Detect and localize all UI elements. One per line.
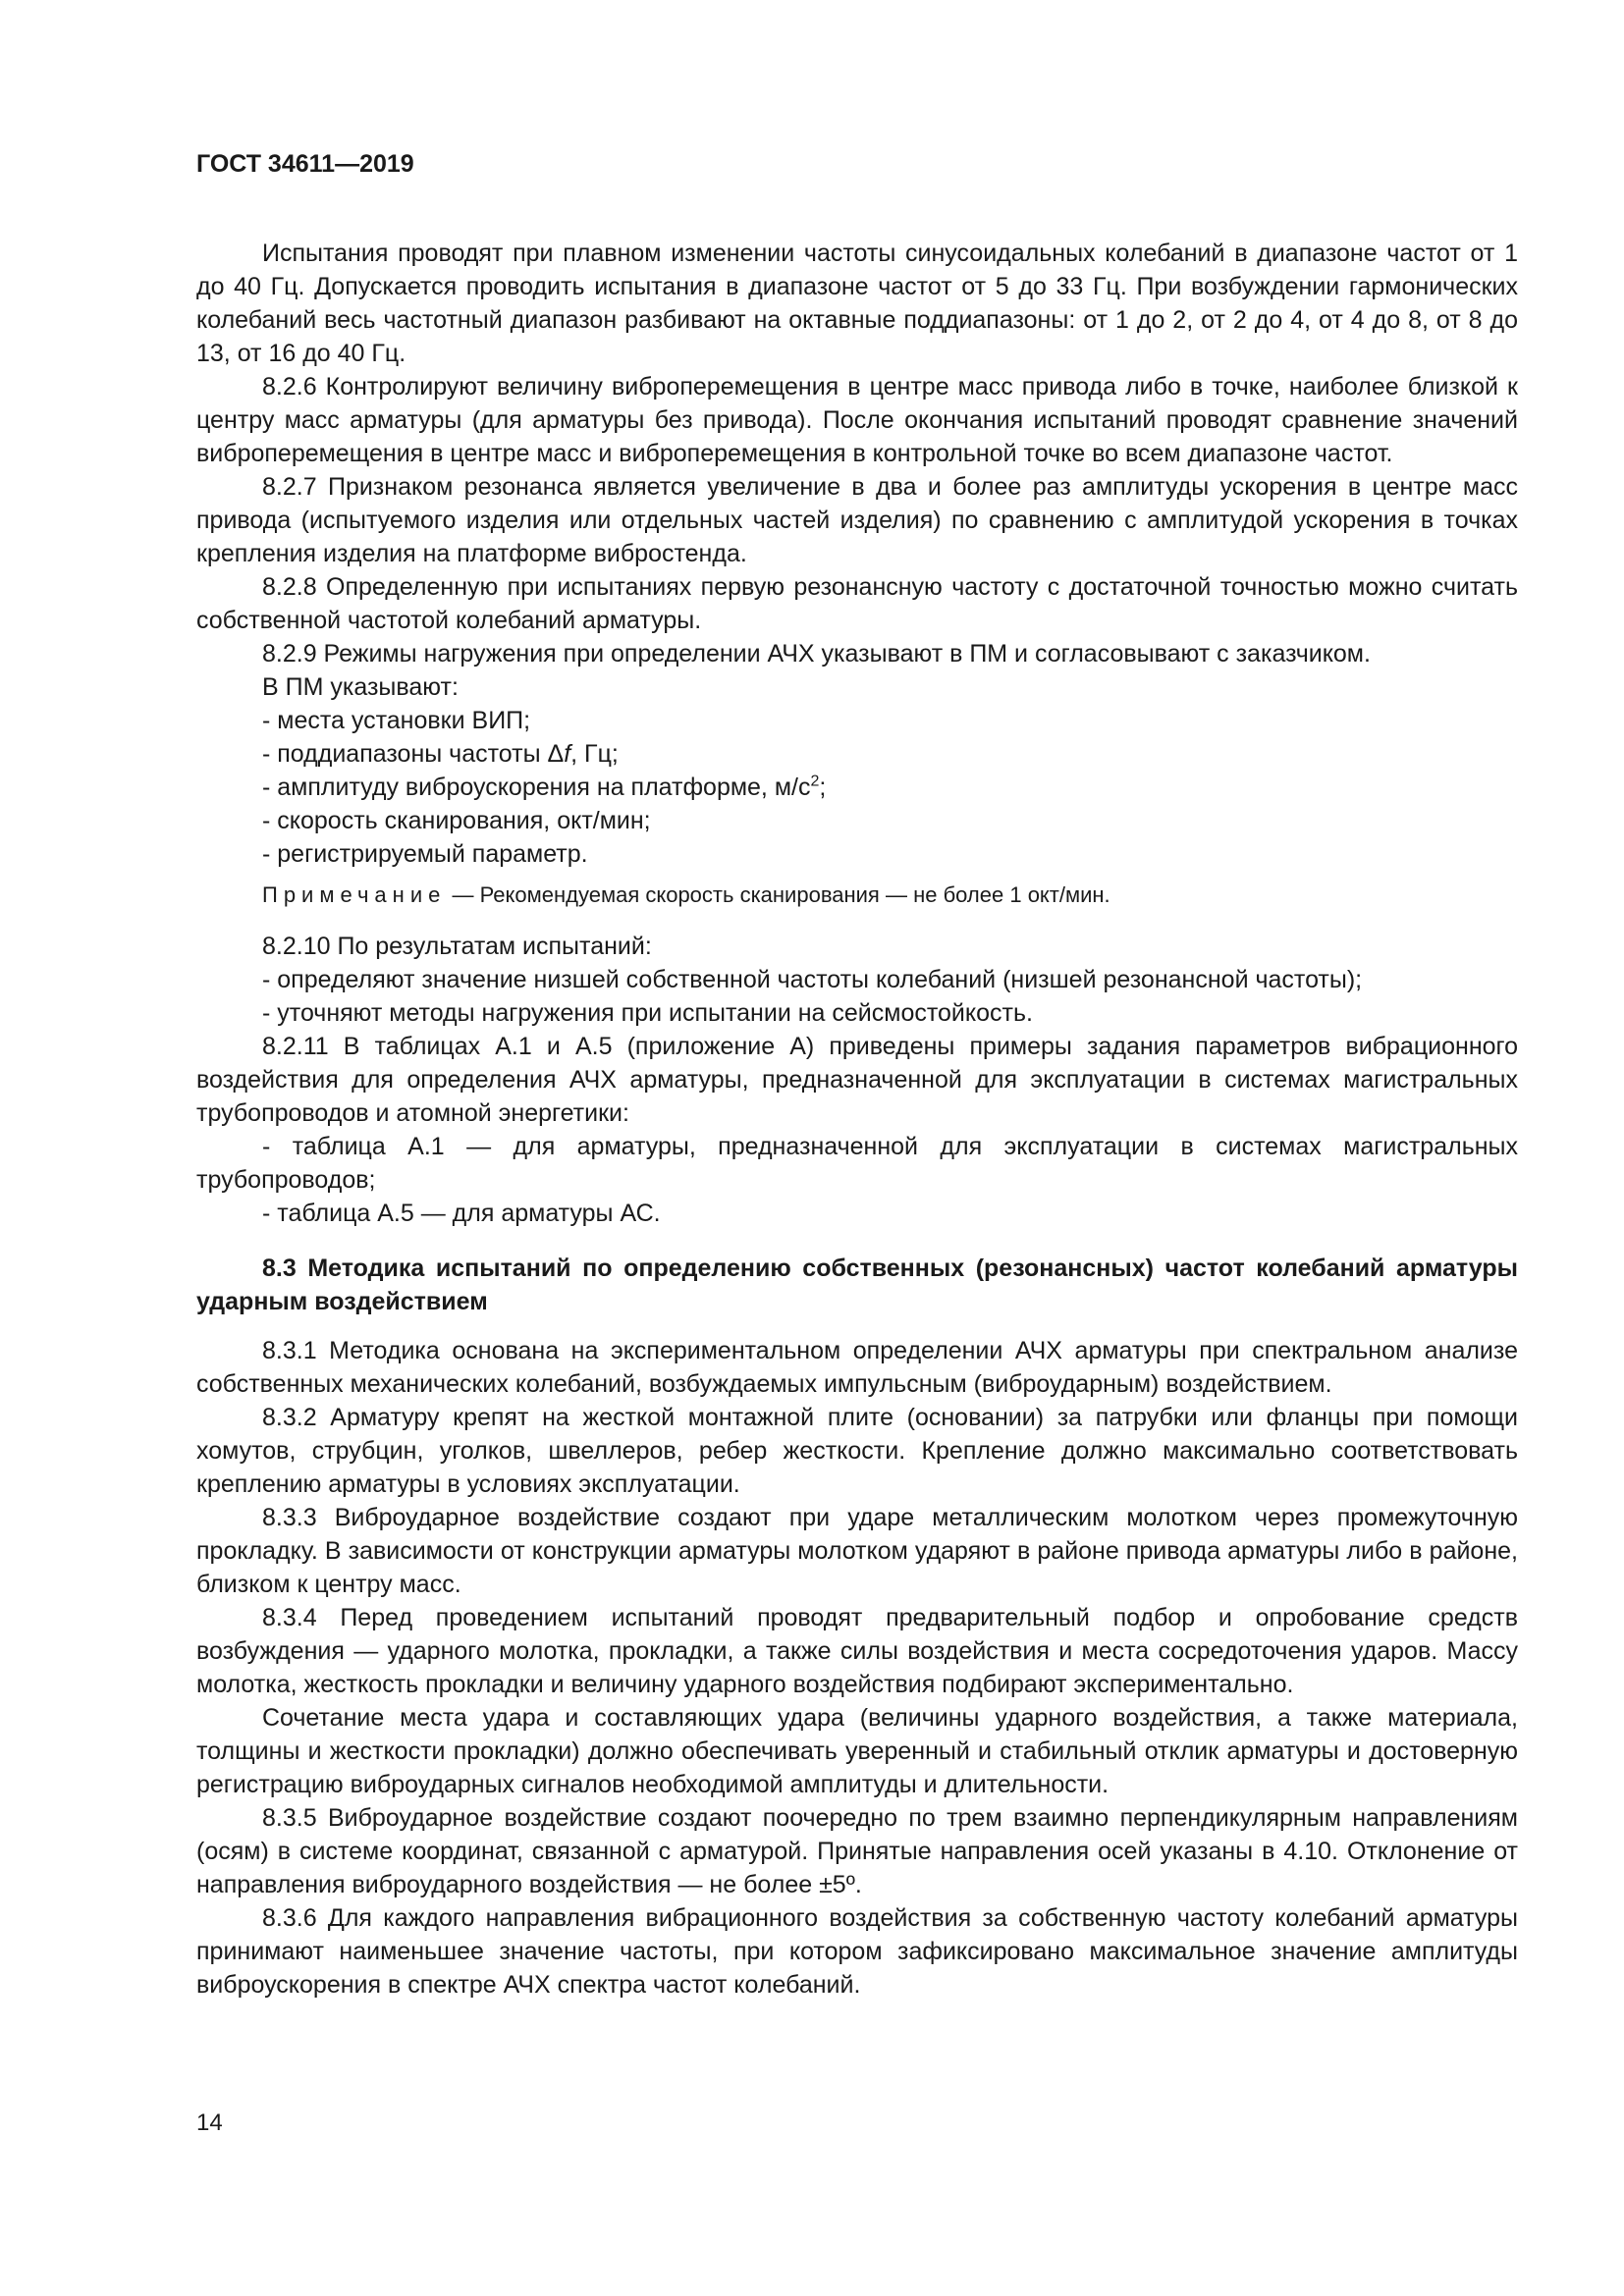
page-number: 14 — [196, 2109, 223, 2136]
paragraph-8-2-8: 8.2.8 Определенную при испытаниях первую резонансную частоту с достаточной точностью можно считать собственной частотой колебаний арматуры. — [196, 573, 1518, 634]
list-item: - определяют значение низшей собственной частоты колебаний (низшей резонансной частоты); — [262, 966, 1363, 993]
delta-symbol: Δ — [547, 740, 565, 768]
superscript: 2 — [810, 773, 820, 790]
pm-list-intro: В ПМ указывают: — [262, 673, 459, 701]
results-list — [196, 963, 1518, 1030]
paragraph-8-3-4: 8.3.4 Перед проведением испытаний проводят предварительный подбор и опробование средств возбуждения — ударного молотка, прокладки, а также силы воздействия и места сосредоточения ударов. Массу молотка, жесткость прокладки и величину ударного воздействия подбирают экспериментально. — [196, 1604, 1518, 1698]
paragraph-8-3-5: 8.3.5 Виброударное воздействие создают поочередно по трем взаимно перпендикулярным направлениям (осям) в системе координат, связанной с арматурой. Принятые направления осей указаны в 4.10. Отклонение от направления виброударного воздействия — не более ±5º. — [196, 1804, 1518, 1898]
paragraph-8-2-7: 8.2.7 Признаком резонанса является увеличение в два и более раз амплитуды ускорения в центре масс привода (испытуемого изделия или отдельных частей изделия) по сравнению с амплитудой ускорения в точках крепления изделия на платформе вибростенда. — [196, 473, 1518, 567]
pm-list — [196, 704, 1518, 871]
section-title-8-3: 8.3 Методика испытаний по определению собственных (резонансных) частот колебаний арматуры ударным воздействием — [196, 1255, 1518, 1315]
note-text: — Рекомендуемая скорость сканирования — не более 1 окт/мин. — [446, 882, 1110, 907]
standard-header: ГОСТ 34611—2019 — [196, 150, 414, 178]
paragraph-8-2-11: 8.2.11 В таблицах А.1 и А.5 (приложение А) приведены примеры задания параметров вибрационного воздействия для определения АЧХ арматуры, предназначенной для эксплуатации в системах магистральных трубопроводов и атомной энергетики: — [196, 1033, 1518, 1127]
list-item: - таблица А.1 — для арматуры, предназначенной для эксплуатации в системах магистральных трубопроводов; — [196, 1133, 1518, 1194]
list-item: - уточняют методы нагружения при испытании на сейсмостойкость. — [262, 999, 1033, 1027]
paragraph-8-2-6: 8.2.6 Контролируют величину виброперемещения в центре масс привода либо в точке, наиболее близкой к центру масс арматуры (для арматуры без привода). После окончания испытаний проводят сравнение значений виброперемещения в центре масс и виброперемещения в контрольной точке во всем диапазоне частот. — [196, 373, 1518, 467]
paragraph-combination: Сочетание места удара и составляющих удара (величины ударного воздействия, а также материала, толщины и жесткости прокладки) должно обеспечивать уверенный и стабильный отклик арматуры и достоверную регистрацию виброударных сигналов необходимой амплитуды и длительности. — [196, 1704, 1518, 1798]
paragraph-8-3-2: 8.3.2 Арматуру крепят на жесткой монтажной плите (основании) за патрубки или фланцы при помощи хомутов, струбцин, уголков, швеллеров, ребер жесткости. Крепление должно максимально соответствовать креплению арматуры в условиях эксплуатации. — [196, 1404, 1518, 1498]
list-item: - поддиапазоны частоты Δf, Гц; — [262, 740, 619, 768]
paragraph-8-2-9: 8.2.9 Режимы нагружения при определении АЧХ указывают в ПМ и согласовывают с заказчиком. — [262, 640, 1371, 667]
note-label: Примечание — [262, 882, 447, 907]
paragraph-8-3-6: 8.3.6 Для каждого направления вибрационного воздействия за собственную частоту колебаний арматуры принимают наименьшее значение частоты, при котором зафиксировано максимальное значение амплитуды виброускорения в спектре АЧХ спектра частот колебаний. — [196, 1904, 1518, 1999]
paragraph-intro: Испытания проводят при плавном изменении частоты синусоидальных колебаний в диапазоне частот от 1 до 40 Гц. Допускается проводить испытания в диапазоне частот от 5 до 33 Гц. При возбуждении гармонических колебаний весь частотный диапазон разбивают на октавные поддиапазоны: от 1 до 2, от 2 до 4, от 4 до 8, от 8 до 13, от 16 до 40 Гц. — [196, 240, 1518, 367]
paragraph-8-3-3: 8.3.3 Виброударное воздействие создают при ударе металлическим молотком через промежуточную прокладку. В зависимости от конструкции арматуры молотком ударяют в районе привода арматуры либо в районе, близком к центру масс. — [196, 1504, 1518, 1598]
list-item: - регистрируемый параметр. — [262, 840, 588, 868]
paragraph-8-2-10: 8.2.10 По результатам испытаний: — [262, 933, 652, 960]
list-item: - амплитуду виброускорения на платформе, $м/с^2$; — [262, 773, 827, 801]
paragraph-8-3-1: 8.3.1 Методика основана на экспериментальном определении АЧХ арматуры при спектральном анализе собственных механических колебаний, возбуждаемых импульсным (виброударным) воздействием. — [196, 1337, 1518, 1398]
document-page — [196, 147, 1518, 2002]
list-item: - скорость сканирования, окт/мин; — [262, 807, 651, 834]
note — [262, 881, 1518, 910]
frequency-symbol: f — [564, 740, 571, 768]
list-item: - таблица А.5 — для арматуры АС. — [262, 1200, 661, 1227]
list-item: - места установки ВИП; — [262, 707, 531, 734]
tables-list — [196, 1130, 1518, 1230]
